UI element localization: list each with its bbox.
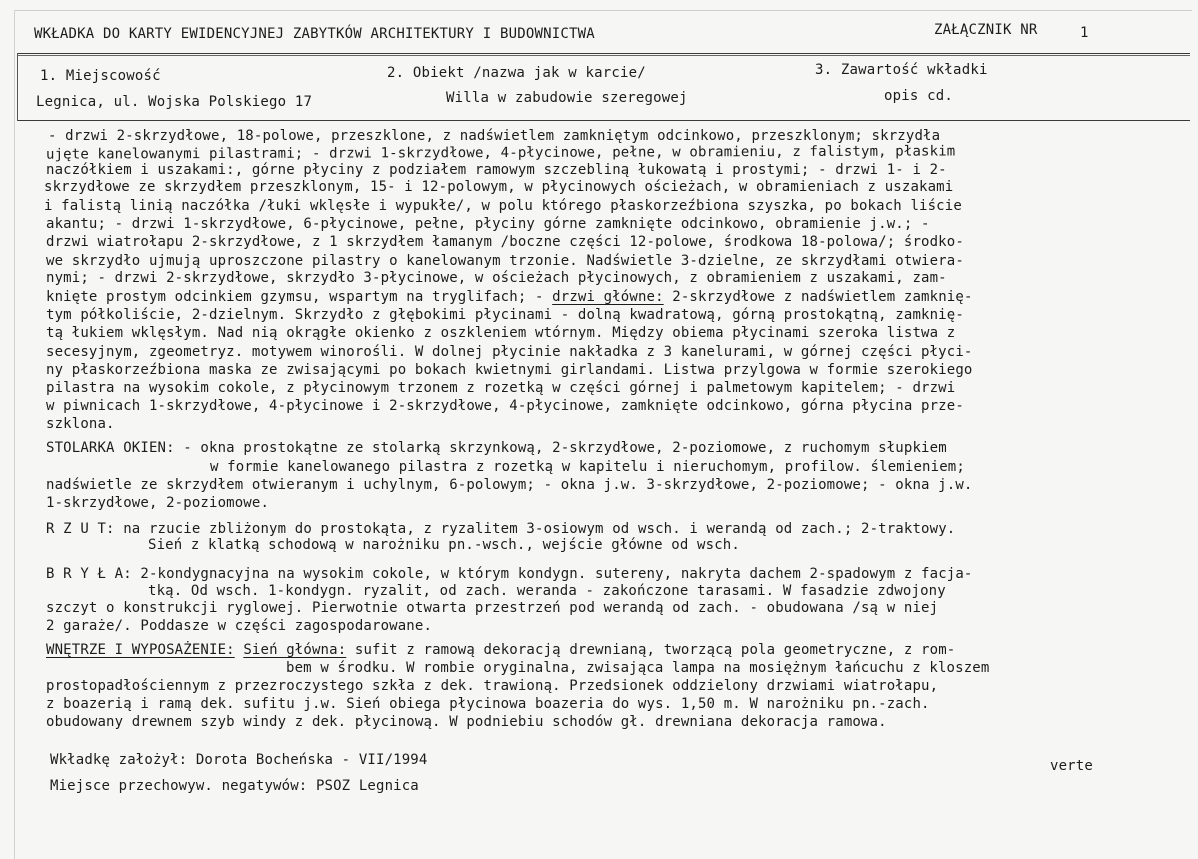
mass-line: tką. Od wsch. 1-kondygn. ryzalit, od zach. weranda - zakończone tarasami. W fasadzie zdwojony (148, 583, 946, 599)
card-title: WKŁADKA DO KARTY EWIDENCYJNEJ ZABYTKÓW ARCHITEKTURY I BUDOWNICTWA (34, 26, 595, 42)
doors-line: we skrzydło ujmują uproszczone pilastry o kanelowanym trzonie. Nadświetle 3-dzielne, ze skrzydłami otwiera- (46, 253, 964, 269)
card-left-edge (14, 10, 15, 859)
doors-cont-line: tą łukiem wklęsłym. Nad nią okrągłe okienko z oszkleniem wtórnym. Między obiema płycinami szeroka listwa z (46, 325, 956, 341)
doors-cont-line: secesyjnym, zgeometryz. motywem winorośli. W dolnej płycinie nakładka z 3 kanelurami, w górnej części płyci- (46, 344, 973, 360)
doors-line: drzwi wiatrołapu 2-skrzydłowe, z 1 skrzydłem łamanym /boczne części 12-polowe, środkowa 18-polowa/; środko- (46, 234, 964, 250)
fields-left-border (17, 53, 18, 121)
doors-main-post: 2-skrzydłowe z nadświetlem zamknię- (663, 289, 973, 305)
mass-text: 2-kondygnacyjna na wysokim cokole, w którym kondygn. sutereny, nakryta dachem 2-spadowym z facja- (131, 566, 973, 582)
doors-cont-line: szklona. (46, 416, 115, 432)
windows-line: 1-skrzydłowe, 2-poziomowe. (46, 495, 270, 511)
windows-line: nadświetle ze skrzydłem otwieranym i uchylnym, 6-polowym; - okna j.w. 3-skrzydłowe, 2-poziomowe; - okna j.w. (46, 477, 973, 493)
windows-text: - okna prostokątne ze stolarką skrzynkową, 2-skrzydłowe, 2-poziomowe, z ruchomym słupkiem (174, 440, 947, 456)
interior-line (46, 642, 955, 658)
content-label: 3. Zawartość wkładki (815, 62, 988, 78)
doors-main-label: drzwi główne: (552, 289, 664, 305)
interior-label: WNĘTRZE I WYPOSAŻENIE: (46, 642, 235, 658)
author-line: Wkładkę założył: Dorota Bocheńska - VII/1994 (50, 752, 428, 768)
doors-main-pre: knięte prostym odcinkiem gzymsu, wspartym na tryglifach; - (46, 289, 553, 305)
locality-label: 1. Miejscowość (40, 68, 161, 84)
mass-line: 2 garaże/. Poddasze w części zagospodarowane. (46, 618, 433, 634)
doors-line: ujęte kanelowanymi pilastrami; - drzwi 1-skrzydłowe, 4-płycinowe, pełne, w obramieniu, z falistym, płaskim (45, 143, 956, 163)
windows-label: STOLARKA OKIEN: (46, 440, 175, 456)
doors-line: akantu; - drzwi 1-skrzydłowe, 6-płycinowe, pełne, płyciny górne zamknięte odcinkowo, obramienie j.w.; - (46, 216, 930, 232)
windows-line (46, 440, 947, 456)
mass-line (46, 566, 973, 582)
plan-line: Sień z klatką schodową w narożniku pn.-wsch., wejście główne od wsch. (148, 537, 740, 553)
doors-cont-line: tym półkoliście, 2-dzielnym. Skrzydło z głębokimi płycinami - dolną kwadratową, górną prostokątną, zamknię- (46, 307, 964, 323)
interior-line: obudowany drewnem szyb windy z dek. płycinową. W podniebiu schodów gł. drewniana dekoracja ramowa. (46, 714, 887, 730)
attachment-label: ZAŁĄCZNIK NR (934, 22, 1038, 38)
plan-line (46, 521, 955, 537)
interior-text: sufit z ramową dekoracją drewnianą, tworzącą pola geometryczne, z rom- (346, 642, 956, 658)
object-label: 2. Obiekt /nazwa jak w karcie/ (387, 65, 646, 81)
mass-line: szczyt o konstrukcji ryglowej. Pierwotnie otwarta przestrzeń pod werandą od zach. - obudowana /są w niej (46, 600, 939, 616)
content-value: opis cd. (884, 88, 954, 104)
verte-note: verte (1050, 758, 1093, 774)
doors-cont-line: pilastra na wysokim cokole, z płycinowym trzonem z rozetką w części górnej i palmetowym kapitelem; - drzwi (46, 380, 956, 396)
doors-line: skrzydłowe ze skrzydłem przeszklonym, 15- i 12-polowym, w płycinowych ościeżach, w obramieniach z uszakami (44, 179, 954, 195)
windows-line: w formie kanelowanego pilastra z rozetką w kapitelu i nieruchomym, profilow. ślemieniem; (210, 459, 965, 475)
doors-line: i falistą linią naczółka /łuki wklęsłe i wypukłe/, w polu którego płaskorzeźbiona szyszka, po bokach liście (44, 198, 962, 214)
doors-cont-line: w piwnicach 1-skrzydłowe, 4-płycinowe i 2-skrzydłowe, 4-płycinowe, zamknięte odcinkowo, górna płycina prze- (46, 398, 964, 414)
card-top-edge (14, 10, 1192, 11)
header-rule (18, 53, 1190, 54)
locality-value: Legnica, ul. Wojska Polskiego 17 (36, 94, 313, 110)
plan-text: na rzucie zbliżonym do prostokąta, z ryzalitem 3-osiowym od wsch. i werandą od zach.; 2-traktowy. (114, 521, 956, 537)
plan-label: R Z U T: (46, 521, 115, 537)
doors-line: nymi; - drzwi 2-skrzydłowe, skrzydło 3-płycinowe, w ościeżach płycinowych, z obramieniem z uszakami, zam- (46, 270, 947, 286)
interior-sub-label: Sień główna: (243, 642, 347, 658)
doors-line: - drzwi 2-skrzydłowe, 18-polowe, przeszklone, z nadświetlem zamkniętym odcinkowo, przeszklonym; skrzydła (48, 128, 941, 144)
interior-line: bem w środku. W rombie oryginalna, zwisająca lampa na mosiężnym łańcuchu z kloszem (286, 660, 990, 676)
interior-line: z boazerią i ramą dek. sufitu j.w. Sień obiega płycinowa boazeria do wys. 1,50 m. W narożniku pn.-zach. (46, 696, 930, 712)
header-rule-inner (18, 55, 1190, 56)
attachment-number: 1 (1080, 25, 1089, 41)
fields-rule (18, 120, 1190, 121)
doors-main-line (46, 289, 973, 305)
negatives-line: Miejsce przechowyw. negatywów: PSOZ Legnica (50, 778, 419, 794)
object-value: Willa w zabudowie szeregowej (446, 90, 688, 106)
doors-line: naczółkiem i uszakami:, górne płyciny z podziałem ramowym szczebliną łukowatą i prostymi; - drzwi 1- i 2- (46, 162, 947, 178)
interior-line: prostopadłościennym z przezroczystego szkła z dek. trawioną. Przedsionek oddzielony drzwiami wiatrołapu, (46, 678, 939, 694)
doors-cont-line: ny płaskorzeźbiona maska ze zwisającymi po bokach kwietnymi girlandami. Listwa przylgowa w formie szerokiego (46, 362, 973, 378)
mass-label: B R Y Ł A: (46, 566, 132, 582)
